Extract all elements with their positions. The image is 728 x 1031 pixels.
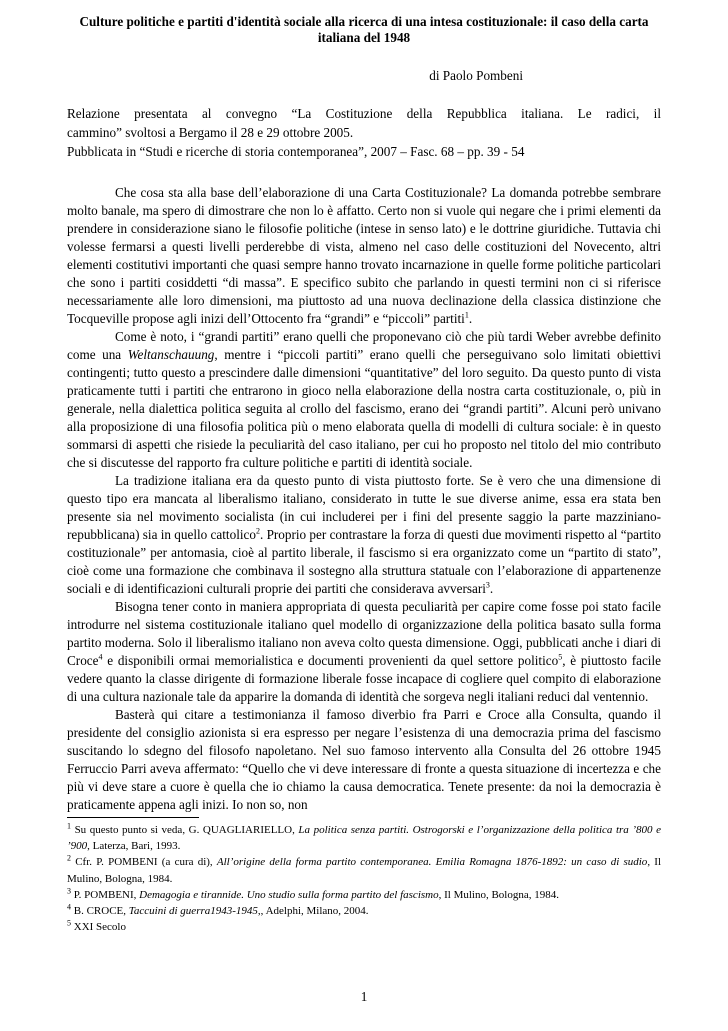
footnote-ref-2: 2 xyxy=(255,526,260,536)
footnote-2: $^2$ Cfr. P. POMBENI (a cura di), All’origine della forma partito contemporanea. Emilia Romagna 1876-1892: un caso di sudio, Il Mulino, Bologna, 1984. xyxy=(67,853,661,885)
paragraph-2: Come è noto, i “grandi partiti” erano quelli che proponevano ciò che più tardi Weber avrebbe definito come una Weltanschauung, mentre i “piccoli partiti” erano quelli che perseguivano solo limitati obiettivi contingenti; tutto questo a prescindere dalle dimensioni “quantitative” del loro seguito. Da questo punto di vista praticamente tutti i partiti che entrarono in gioco nella elaborazione della nostra carta costituzionale, o, più in generale, nella dialettica politica seguita al crollo del fascismo, erano dei “grandi partiti”. Alcuni però univano alla proposizione di una filosofia politica più o meno elaborata quella di modelli di cultura sociale: è in questo sommarsi di aspetti che risiede la peculiarità del caso italiano, per cui ho proposto nel titolo del mio contributo che si discutesse del rapporto fra culture politiche e partiti di identità sociale. xyxy=(67,329,661,470)
conference-note-line2: cammino” svoltosi a Bergamo il 28 e 29 ottobre 2005. xyxy=(67,125,354,140)
author-line: di Paolo Pombeni xyxy=(429,68,523,83)
footnote-4: $^4$ B. CROCE, Taccuini di guerra1943-1945,, Adelphi, Milano, 2004. xyxy=(67,902,369,918)
conference-note-line1: Relazione presentata al convegno “La Costituzione della Repubblica italiana. Le radici, il xyxy=(67,106,661,121)
paragraph-1: Che cosa sta alla base dell’elaborazione di una Carta Costituzionale? La domanda potrebbe sembrare molto banale, ma spero di dimostrare che non lo è affatto. Certo non si vuole qui negare che i primi elementi da prendere in considerazione siano le filosofie politiche (intese in senso lato) e le dottrine giuridiche. Tuttavia chi volesse fermarsi a questi livelli perderebbe di vista, almeno nel caso delle costituzioni del Novecento, altri elementi costitutivi importanti che quasi sempre hanno trovato incarnazione in quelle forme politiche particolari che sono i partiti cosiddetti “di massa”. E specifico subito che parlando in questi termini non ci si riferisce necessariamente alle loro dimensioni, ma piuttosto ad una nuova declinazione della classica distinzione che Tocqueville propose agli inizi dell’Ottocento fra “grandi” e “piccoli” partiti$^1$. xyxy=(67,185,661,326)
footnote-ref-5: 5 xyxy=(558,652,563,662)
footnote-ref-4: 4 xyxy=(98,652,103,662)
footnote-1: $^1$ Su questo punto si veda, G. QUAGLIARIELLO, La politica senza partiti. Ostrogorski e l’organizzazione della politica tra ’800 e ’900, Laterza, Bari, 1993. xyxy=(67,821,661,853)
footnote-ref-1: 1 xyxy=(464,310,469,320)
document-page xyxy=(67,14,661,935)
body-text xyxy=(67,184,661,814)
page-number: 1 xyxy=(360,989,368,1004)
publication-info xyxy=(67,104,661,161)
paragraph-4: Bisogna tener conto in maniera appropriata di questa peculiarità per capire come fosse poi stato facile introdurre nel sistema costituzionale italiano quel modello di organizzazione della politica basato sulla forma partito moderna. Solo il liberalismo italiano non aveva colto questa dimensione. Oggi, pubblicati anche i diari di Croce$^4$ e disponibili ormai memorialistica e documenti provenienti da quel settore politico$^5$, è piuttosto facile vedere quanto la classe dirigente di formazione liberale fosse incapace di cogliere quel compito di elaborazione di una cultura nazionale tale da apparire la domanda di identità che sorgeva negli italiani reduci dal ventennio. xyxy=(67,599,661,704)
footnote-divider xyxy=(67,817,199,818)
footnote-5: $^5$ XXI Secolo xyxy=(67,918,126,934)
paragraph-5: Basterà qui citare a testimonianza il famoso diverbio fra Parri e Croce alla Consulta, quando il presidente del consiglio azionista si era espresso per negare l’esistenza di una democrazia prima del fascismo suscitando lo sdegno del filosofo napoletano. Nel suo famoso intervento alla Consulta del 26 ottobre 1945 Ferruccio Parri aveva affermato: “Quello che vi deve interessare di fronte a questa situazione di incertezza e che più vi deve stare a cuore è quella che io chiamo la causa democratica. Tenete presente: da noi la democrazia è praticamente appena agli inizi. Io non so, non xyxy=(67,707,661,812)
paragraph-3: La tradizione italiana era da questo punto di vista piuttosto forte. Se è vero che una dimensione di questo tipo era mancata al liberalismo italiano, considerato in tutte le sue diverse anime, essa era stata ben presente sia nel movimento socialista (in cui includerei per i fini del presente saggio la parte mazziniano-repubblicana) sia in quello cattolico$^2$. Proprio per contrastare la forza di questi due movimenti rispetto al “partito costituzionale” per antomasia, cioè al partito liberale, il fascismo si era organizzato come un “partito di stato”, cioè come una formazione che combinava il sostegno alla struttura statuale con l’elaborazione di appartenenze sociali e di identificazioni culturali proprie dei partiti che considerava avversari$^3$. xyxy=(67,473,661,596)
publication-note: Pubblicata in “Studi e ricerche di storia contemporanea”, 2007 – Fasc. 68 – pp. 39 - 54 xyxy=(67,144,525,159)
footnote-ref-3: 3 xyxy=(485,580,490,590)
footnote-3: $^3$ P. POMBENI, Demagogia e tirannide. Uno studio sulla forma partito del fascismo, Il Mulino, Bologna, 1984. xyxy=(67,886,559,901)
footnotes xyxy=(67,822,661,935)
document-title: Culture politiche e partiti d'identità sociale alla ricerca di una intesa costituzionale: il caso della carta italiana del 1948 xyxy=(79,14,649,45)
